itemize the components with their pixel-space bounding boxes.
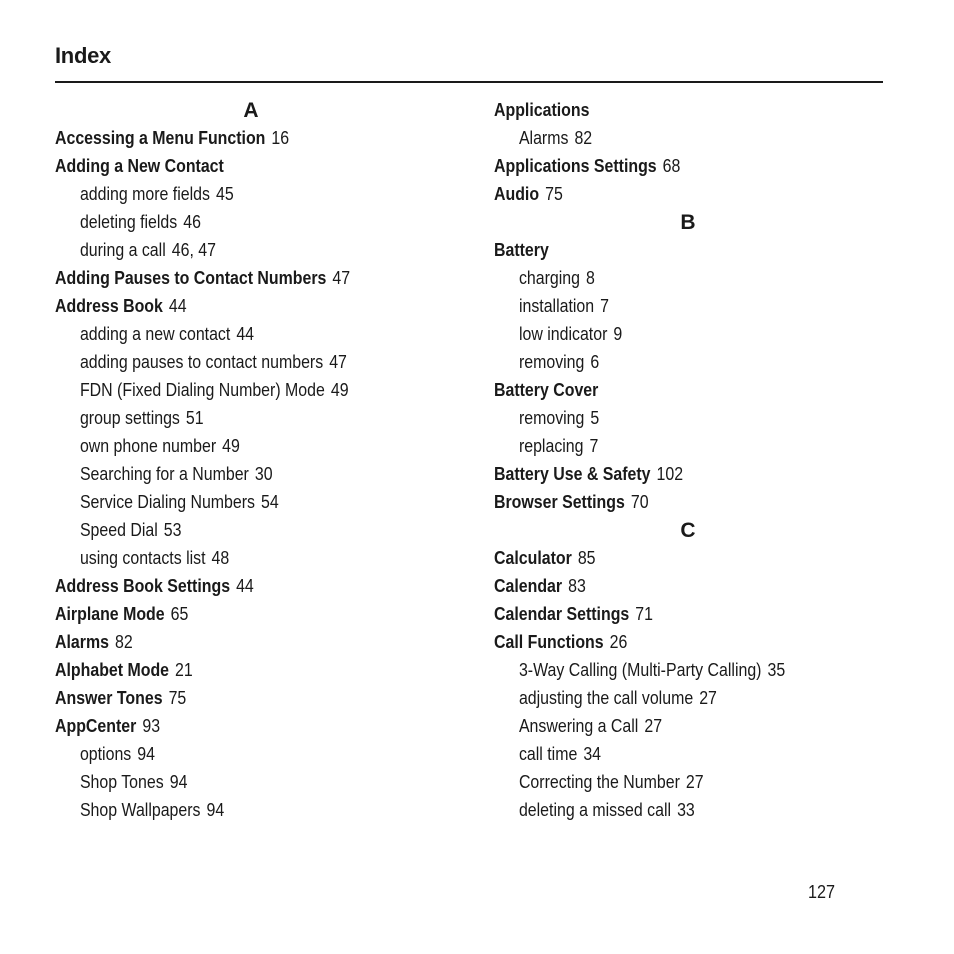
entry-page-ref: 82 [114, 631, 133, 652]
entry-term: Battery Cover [494, 379, 599, 400]
entry-term: Applications [494, 99, 590, 120]
entry-term: AppCenter [55, 715, 137, 736]
entry-term: Audio [494, 183, 540, 204]
entry-page-ref: 53 [163, 519, 182, 540]
entry-term: removing [518, 351, 585, 372]
index-entry [494, 628, 838, 656]
index-subentry [55, 432, 399, 460]
entry-term: 3-Way Calling (Multi-Party Calling) [518, 659, 762, 680]
entry-term: Accessing a Menu Function [55, 127, 266, 148]
entry-term: Alarms [518, 127, 569, 148]
entry-term: Searching for a Number [79, 463, 249, 484]
entry-page-ref: 44 [236, 323, 255, 344]
index-subentry [55, 460, 399, 488]
index-subentry [494, 656, 838, 684]
entry-page-ref: 94 [169, 771, 188, 792]
entry-page-ref: 27 [699, 687, 717, 708]
index-subentry [494, 124, 838, 152]
entry-page-ref: 26 [609, 631, 628, 652]
entry-page-ref: 75 [545, 183, 563, 204]
entry-page-ref: 48 [211, 547, 230, 568]
index-entry [55, 124, 399, 152]
entry-term: Address Book Settings [55, 575, 231, 596]
entry-page-ref: 93 [142, 715, 161, 736]
index-entry [494, 572, 838, 600]
index-entry [494, 96, 838, 124]
entry-term: Answer Tones [55, 687, 163, 708]
index-entry [55, 684, 399, 712]
entry-term: Service Dialing Numbers [79, 491, 256, 512]
index-subentry [494, 292, 838, 320]
index-entry [55, 656, 399, 684]
entry-page-ref: 7 [589, 435, 599, 456]
index-subentry [55, 488, 399, 516]
entry-page-ref: 16 [271, 127, 290, 148]
entry-term: options [79, 743, 132, 764]
index-entry [494, 180, 838, 208]
index-subentry [494, 796, 838, 824]
index-subentry [55, 404, 399, 432]
entry-term: Address Book [55, 295, 163, 316]
entry-term: deleting a missed call [518, 799, 672, 820]
entry-term: removing [518, 407, 585, 428]
index-entry [494, 152, 838, 180]
entry-page-ref: 65 [170, 603, 189, 624]
entry-page-ref: 47 [332, 267, 351, 288]
index-subentry [55, 740, 399, 768]
entry-term: own phone number [79, 435, 217, 456]
entry-page-ref: 35 [767, 659, 786, 680]
entry-page-ref: 33 [677, 799, 695, 820]
entry-term: charging [518, 267, 580, 288]
index-entry [494, 236, 838, 264]
entry-term: Call Functions [494, 631, 604, 652]
entry-term: Adding a New Contact [55, 155, 224, 176]
index-entry [55, 264, 399, 292]
entry-term: Battery Use & Safety [494, 463, 651, 484]
page-number: 127 [808, 882, 836, 902]
entry-page-ref: 102 [656, 463, 684, 484]
entry-term: low indicator [518, 323, 608, 344]
entry-page-ref: 34 [583, 743, 602, 764]
entry-term: adding pauses to contact numbers [79, 351, 324, 372]
entry-term: adding more fields [79, 183, 210, 204]
entry-page-ref: 27 [644, 715, 663, 736]
entry-page-ref: 47 [329, 351, 347, 372]
index-subentry [494, 740, 838, 768]
entry-page-ref: 21 [175, 659, 193, 680]
entry-page-ref: 68 [662, 155, 681, 176]
entry-page-ref: 49 [330, 379, 349, 400]
index-entry [494, 544, 838, 572]
entry-term: Correcting the Number [518, 771, 680, 792]
entry-term: Browser Settings [494, 491, 625, 512]
entry-page-ref: 54 [261, 491, 279, 512]
index-entry [494, 376, 838, 404]
index-column-right [494, 96, 894, 824]
entry-term: Calendar Settings [494, 603, 630, 624]
entry-page-ref: 9 [613, 323, 623, 344]
index-subentry [494, 264, 838, 292]
entry-page-ref: 94 [137, 743, 155, 764]
index-subentry [55, 236, 399, 264]
index-subentry [494, 768, 838, 796]
entry-page-ref: 46, 47 [171, 239, 216, 260]
entry-term: replacing [518, 435, 584, 456]
entry-term: Answering a Call [518, 715, 639, 736]
index-subentry [55, 544, 399, 572]
entry-term: deleting fields [79, 211, 178, 232]
entry-term: using contacts list [79, 547, 206, 568]
section-letter: C [680, 519, 696, 542]
index-entry [494, 600, 838, 628]
page-title: Index [55, 43, 111, 68]
index-entry [55, 600, 399, 628]
entry-page-ref: 51 [185, 407, 204, 428]
section-letter: B [680, 211, 696, 234]
entry-term: FDN (Fixed Dialing Number) Mode [79, 379, 325, 400]
entry-page-ref: 44 [236, 575, 254, 596]
entry-page-ref: 82 [574, 127, 593, 148]
entry-term: Battery [494, 239, 549, 260]
entry-term: call time [518, 743, 578, 764]
entry-term: Applications Settings [494, 155, 657, 176]
entry-page-ref: 46 [183, 211, 201, 232]
entry-page-ref: 30 [254, 463, 273, 484]
entry-term: Calendar [494, 575, 563, 596]
index-subentry [494, 712, 838, 740]
entry-page-ref: 71 [635, 603, 653, 624]
entry-page-ref: 70 [630, 491, 649, 512]
index-subentry [55, 376, 399, 404]
index-subentry [55, 320, 399, 348]
index-subentry [55, 796, 399, 824]
entry-page-ref: 8 [585, 267, 595, 288]
entry-page-ref: 45 [215, 183, 234, 204]
entry-page-ref: 5 [590, 407, 600, 428]
entry-term: during a call [79, 239, 166, 260]
entry-term: installation [518, 295, 595, 316]
index-subentry [55, 208, 399, 236]
entry-term: Airplane Mode [55, 603, 165, 624]
index-entry [55, 292, 399, 320]
index-column-left [55, 96, 455, 824]
index-subentry [494, 684, 838, 712]
index-entry [494, 460, 838, 488]
index-subentry [55, 348, 399, 376]
entry-term: group settings [79, 407, 180, 428]
index-subentry [494, 404, 838, 432]
entry-term: Speed Dial [79, 519, 158, 540]
entry-term: adding a new contact [79, 323, 231, 344]
index-entry [494, 488, 838, 516]
entry-page-ref: 75 [168, 687, 187, 708]
index-subentry [55, 768, 399, 796]
index-entry [55, 712, 399, 740]
index-entry [55, 628, 399, 656]
index-entry [55, 152, 399, 180]
entry-page-ref: 83 [568, 575, 586, 596]
entry-term: Alarms [55, 631, 109, 652]
entry-term: Shop Wallpapers [79, 799, 201, 820]
entry-term: Calculator [494, 547, 572, 568]
title-rule [55, 81, 883, 83]
index-subentry [494, 432, 838, 460]
index-subentry [494, 348, 838, 376]
section-letter: A [243, 99, 259, 122]
entry-term: Shop Tones [79, 771, 164, 792]
index-subentry [55, 516, 399, 544]
entry-page-ref: 85 [577, 547, 596, 568]
entry-page-ref: 49 [222, 435, 240, 456]
entry-term: adjusting the call volume [518, 687, 694, 708]
entry-page-ref: 6 [590, 351, 600, 372]
entry-term: Alphabet Mode [55, 659, 170, 680]
entry-page-ref: 27 [685, 771, 704, 792]
index-entry [55, 572, 399, 600]
entry-page-ref: 94 [206, 799, 225, 820]
entry-page-ref: 7 [600, 295, 609, 316]
index-subentry [55, 180, 399, 208]
index-subentry [494, 320, 838, 348]
entry-page-ref: 44 [168, 295, 187, 316]
entry-term: Adding Pauses to Contact Numbers [55, 267, 327, 288]
